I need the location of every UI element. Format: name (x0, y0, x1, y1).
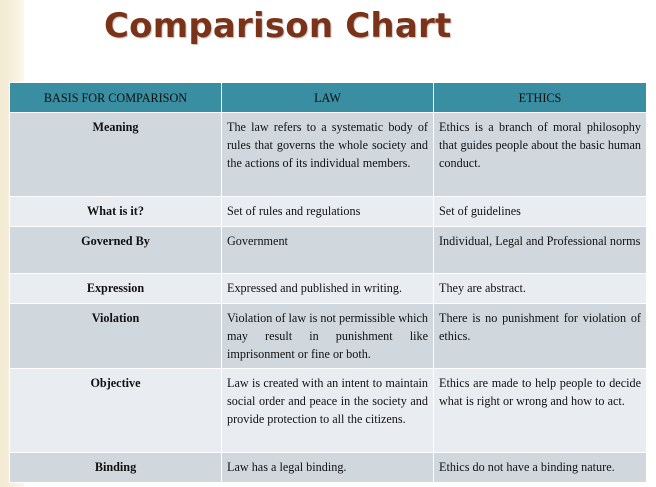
table-row-meaning (10, 113, 647, 197)
table-header-row (10, 83, 647, 113)
table-row-violation (10, 304, 647, 369)
basis-cell: Binding (10, 453, 222, 483)
header-law: LAW (222, 83, 434, 113)
ethics-cell: They are abstract. (434, 274, 647, 304)
law-cell: Set of rules and regulations (222, 197, 434, 227)
table-row-what-is-it (10, 197, 647, 227)
table-row-governed-by (10, 227, 647, 274)
ethics-cell: Ethics do not have a binding nature. (434, 453, 647, 483)
basis-cell: Violation (10, 304, 222, 369)
basis-cell: What is it? (10, 197, 222, 227)
ethics-cell: Ethics are made to help people to decide what is right or wrong and how to act. (434, 369, 647, 453)
law-cell: Government (222, 227, 434, 274)
table-row-expression (10, 274, 647, 304)
ethics-cell: Set of guidelines (434, 197, 647, 227)
basis-cell: Governed By (10, 227, 222, 274)
law-cell: The law refers to a systematic body of rules that governs the whole society and the actions of its individual members. (222, 113, 434, 197)
ethics-cell: There is no punishment for violation of ethics. (434, 304, 647, 369)
basis-cell: Expression (10, 274, 222, 304)
page-title: Comparison Chart (104, 6, 452, 46)
law-cell: Expressed and published in writing. (222, 274, 434, 304)
comparison-table (9, 82, 647, 483)
law-cell: Law has a legal binding. (222, 453, 434, 483)
table-row-binding (10, 453, 647, 483)
law-cell: Violation of law is not permissible which may result in punishment like imprisonment or fine or both. (222, 304, 434, 369)
table-row-objective (10, 369, 647, 453)
basis-cell: Meaning (10, 113, 222, 197)
basis-cell: Objective (10, 369, 222, 453)
ethics-cell: Individual, Legal and Professional norms (434, 227, 647, 274)
law-cell: Law is created with an intent to maintain social order and peace in the society and provide protection to all the citizens. (222, 369, 434, 453)
header-basis: BASIS FOR COMPARISON (10, 83, 222, 113)
ethics-cell: Ethics is a branch of moral philosophy that guides people about the basic human conduct. (434, 113, 647, 197)
header-ethics: ETHICS (434, 83, 647, 113)
